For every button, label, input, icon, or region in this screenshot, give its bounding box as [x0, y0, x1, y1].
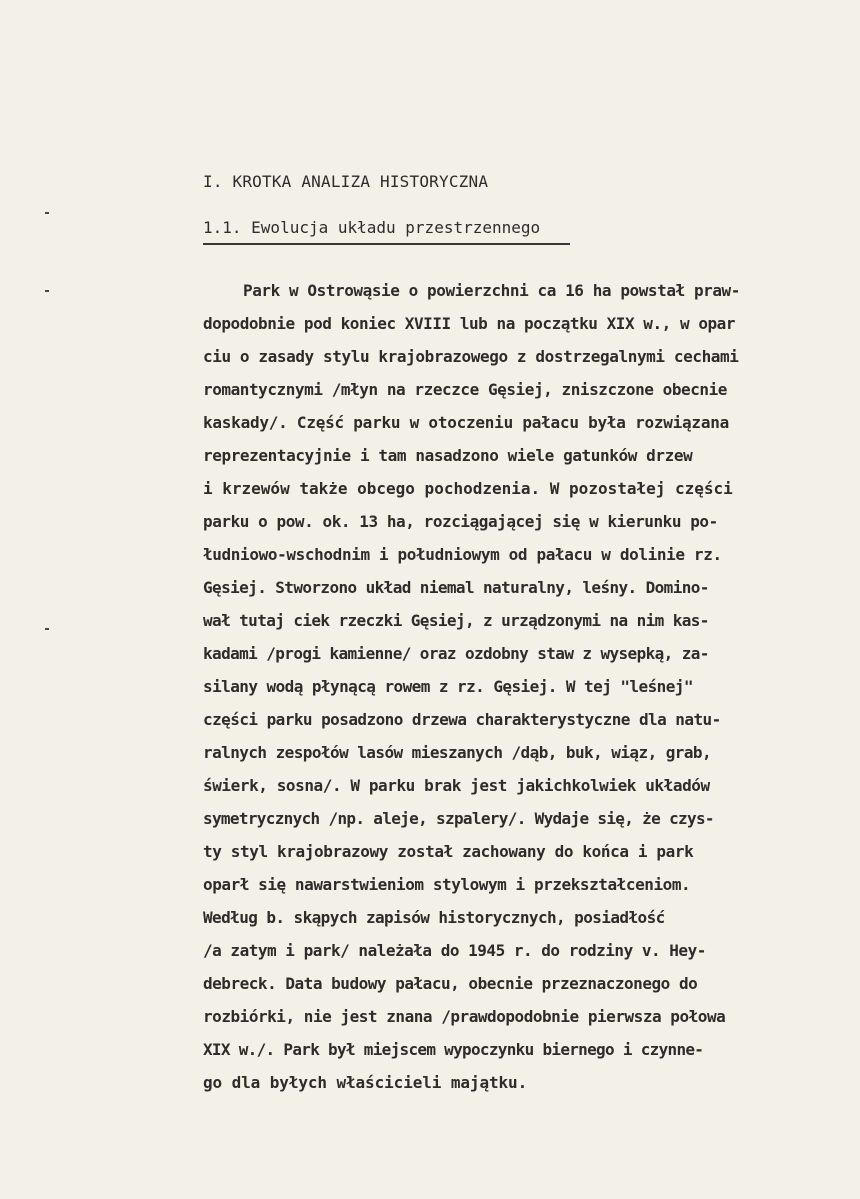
subsection-heading: 1.1. Ewolucja układu przestrzennego	[203, 218, 541, 237]
text-line: XIX w./. Park był miejscem wypoczynku biernego i czynne-	[203, 1040, 704, 1059]
text-line: łudniowo-wschodnim i południowym od pałacu w dolinie rz.	[203, 545, 722, 564]
text-line: parku o pow. ok. 13 ha, rozciągającej się w kierunku po-	[203, 512, 718, 531]
section-heading: I. KROTKA ANALIZA HISTORYCZNA	[203, 172, 489, 191]
text-line: świerk, sosna/. W parku brak jest jakichkolwiek układów	[203, 776, 710, 795]
text-line: go dla byłych właścicieli majątku.	[203, 1073, 528, 1092]
text-line: Park w Ostrowąsie o powierzchni ca 16 ha powstał praw-	[243, 281, 740, 300]
subsection-underline	[203, 243, 570, 245]
text-line: Gęsiej. Stworzono układ niemal naturalny, leśny. Domino-	[203, 578, 709, 597]
text-line: wał tutaj ciek rzeczki Gęsiej, z urządzonymi na nim kas-	[203, 611, 709, 630]
text-line: dopodobnie pod koniec XVIII lub na początku XIX w., w opar	[203, 314, 736, 333]
text-line: debreck. Data budowy pałacu, obecnie przeznaczonego do	[203, 974, 698, 993]
text-line: oparł się nawarstwieniom stylowym i przekształceniom.	[203, 875, 691, 894]
text-line: kadami /progi kamienne/ oraz ozdobny staw z wysepką, za-	[203, 644, 709, 663]
text-line: romantycznymi /młyn na rzeczce Gęsiej, zniszczone obecnie	[203, 380, 727, 399]
text-line: i krzewów także obcego pochodzenia. W pozostałej części	[203, 479, 733, 498]
text-line: części parku posadzono drzewa charakterystyczne dla natu-	[203, 710, 721, 729]
text-line: /a zatym i park/ należała do 1945 r. do rodziny v. Hey-	[203, 941, 706, 960]
margin-mark	[45, 628, 49, 630]
text-line: Według b. skąpych zapisów historycznych, posiadłość	[203, 908, 665, 927]
text-line: reprezentacyjnie i tam nasadzono wiele gatunków drzew	[203, 446, 693, 465]
margin-mark	[45, 290, 49, 292]
text-line: ralnych zespołów lasów mieszanych /dąb, buk, wiąz, grab,	[203, 743, 712, 762]
margin-mark	[45, 212, 49, 214]
text-line: ty styl krajobrazowy został zachowany do końca i park	[203, 842, 694, 861]
text-line: ciu o zasady stylu krajobrazowego z dostrzegalnymi cechami	[203, 347, 739, 366]
text-line: symetrycznych /np. aleje, szpalery/. Wydaje się, że czys-	[203, 809, 714, 828]
text-line: rozbiórki, nie jest znana /prawdopodobnie pierwsza połowa	[203, 1007, 726, 1026]
text-line: kaskady/. Część parku w otoczeniu pałacu była rozwiązana	[203, 413, 729, 432]
text-line: silany wodą płynącą rowem z rz. Gęsiej. W tej "leśnej"	[203, 677, 693, 696]
